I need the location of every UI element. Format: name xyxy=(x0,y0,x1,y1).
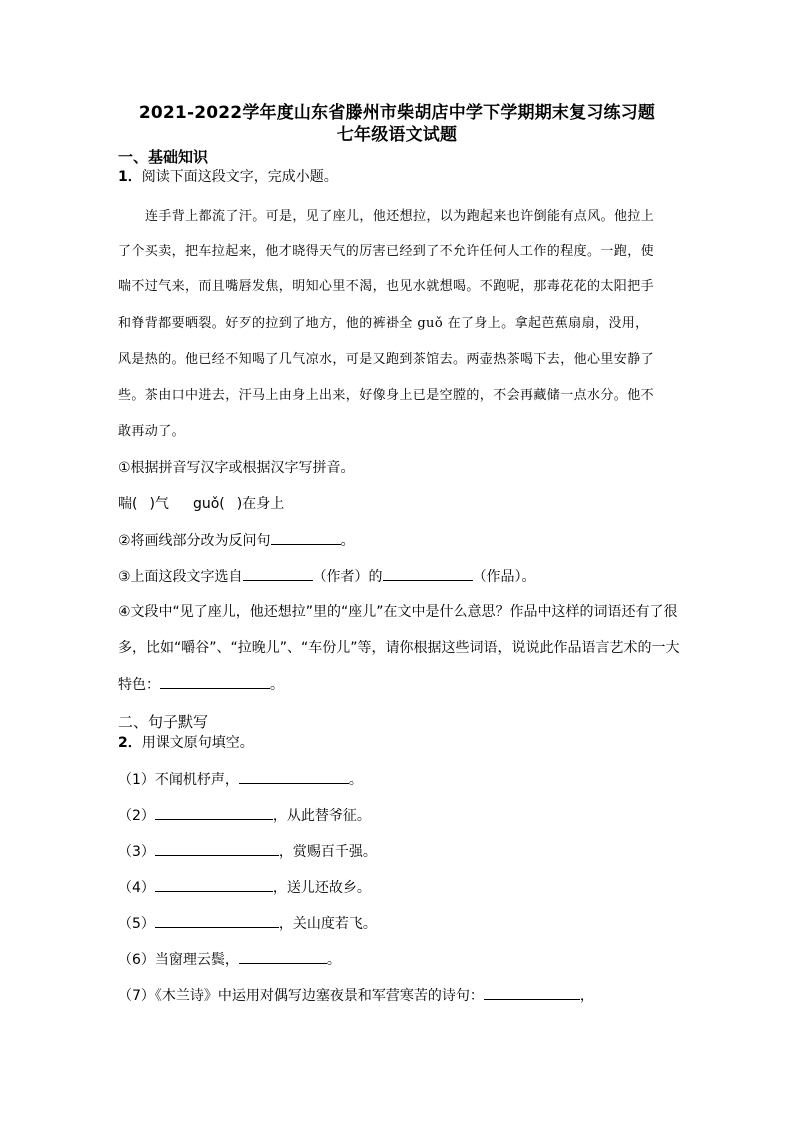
dictation-blank[interactable] xyxy=(155,840,279,856)
dictation-suffix: ，关山度若飞。 xyxy=(278,916,377,932)
dictation-prompt: （6）当窗理云鬓， xyxy=(118,952,239,968)
section-heading-basic-knowledge: 一、基础知识 xyxy=(118,148,209,166)
pinyin-item-guo-close: )在身上 xyxy=(236,496,285,512)
passage-line-1: 连手背上都流了汗。可是，见了座儿，他还想拉，以为跑起来也许倒能有点风。他拉上 xyxy=(145,209,655,224)
author-label: （作者）的 xyxy=(312,569,383,585)
dictation-item-7 xyxy=(118,984,594,1005)
dictation-prompt: （4） xyxy=(118,880,155,896)
section-heading-dictation: 二、句子默写 xyxy=(118,713,209,731)
dictation-prompt: （5） xyxy=(118,916,155,932)
pinyin-item-chuan-close: )气 xyxy=(149,496,169,512)
dictation-blank[interactable] xyxy=(484,984,580,1000)
dictation-suffix: 。 xyxy=(326,952,341,968)
question-text: 阅读下面这段文字，完成小题。 xyxy=(141,169,338,185)
dictation-blank[interactable] xyxy=(239,768,349,784)
dictation-item-4 xyxy=(118,876,371,897)
dictation-item-1 xyxy=(118,768,363,789)
feature-label: 特色： xyxy=(118,677,160,693)
sub-question-3-text: ③上面这段文字选自 xyxy=(118,569,243,585)
feature-blank[interactable] xyxy=(160,673,270,689)
author-blank[interactable] xyxy=(243,565,313,581)
dictation-item-2 xyxy=(118,804,371,825)
dictation-blank[interactable] xyxy=(155,804,273,820)
punctuation: 。 xyxy=(270,677,284,693)
sub-question-4-line-2: 多，比如“嚼谷”、“拉晚儿”、“车份儿”等，请你根据这些词语，说说此作品语言艺术的一大 xyxy=(118,640,680,656)
dictation-suffix: ，从此替爷征。 xyxy=(272,808,371,824)
dictation-suffix: ，赏赐百千强。 xyxy=(278,844,377,860)
dictation-blank[interactable] xyxy=(239,948,327,964)
question-number: 1． xyxy=(118,169,142,185)
dictation-suffix: ，送儿还故乡。 xyxy=(272,880,371,896)
dictation-prompt: （3） xyxy=(118,844,155,860)
dictation-suffix: 。 xyxy=(348,772,363,788)
dictation-blank[interactable] xyxy=(155,876,273,892)
pinyin-item-chuan-open: 喘( xyxy=(118,496,138,512)
dictation-blank[interactable] xyxy=(155,912,279,928)
sub-question-1: ①根据拼音写汉字或根据汉字写拼音。 xyxy=(118,460,355,476)
answer-blank[interactable] xyxy=(271,529,341,545)
sub-question-3 xyxy=(118,565,536,586)
passage-line-3: 喘不过气来，而且嘴唇发焦，明知心里不渴，也见水就想喝。不跑呢，那毒花花的太阳把手 xyxy=(118,279,655,294)
dictation-suffix: ， xyxy=(579,988,594,1004)
dictation-item-5 xyxy=(118,912,377,933)
dictation-prompt: （7）《木兰诗》中运用对偶写边塞夜景和军营寒苦的诗句： xyxy=(118,988,484,1004)
question-2 xyxy=(118,732,254,752)
sub-question-2 xyxy=(118,529,355,550)
passage-line-6: 些。茶由口中进去，汗马上由身上出来，好像身上已是空膛的，不会再藏储一点水分。他不 xyxy=(118,388,655,403)
work-blank[interactable] xyxy=(383,565,473,581)
pinyin-item-guo-open: guǒ( xyxy=(192,496,225,512)
sub-question-2-text: ②将画线部分改为反问句 xyxy=(118,533,271,549)
document-subtitle: 七年级语文试题 xyxy=(336,125,458,145)
passage-line-2: 了个买卖，把车拉起来，他才晓得天气的厉害已经到了不允许任何人工作的程度。一跑，使 xyxy=(118,244,655,259)
work-label: （作品）。 xyxy=(472,569,536,585)
passage-line-4: 和脊背都要晒裂。好歹的拉到了地方，他的裤褂全 guǒ 在了身上。拿起芭蕉扇扇，没用， xyxy=(118,316,649,331)
sub-question-4-line-3 xyxy=(118,673,284,694)
dictation-item-3 xyxy=(118,840,377,861)
dictation-prompt: （1）不闻机杼声， xyxy=(118,772,239,788)
passage-line-5: 风是热的。他已经不知喝了几气凉水，可是又跑到茶馆去。两壶热茶喝下去，他心里安静了 xyxy=(118,352,655,367)
question-text: 用课文原句填空。 xyxy=(141,735,254,751)
punctuation: 。 xyxy=(340,533,355,549)
passage-line-7: 敢再动了。 xyxy=(118,424,186,439)
dictation-prompt: （2） xyxy=(118,808,155,824)
document-title: 2021-2022学年度山东省滕州市柴胡店中学下学期期末复习练习题 xyxy=(138,103,656,123)
question-1 xyxy=(118,166,338,186)
pinyin-items xyxy=(118,493,284,513)
dictation-item-6 xyxy=(118,948,341,969)
sub-question-4-line-1: ④文段中“见了座儿，他还想拉”里的“座儿”在文中是什么意思？作品中这样的词语还有了很 xyxy=(118,604,678,620)
question-number: 2． xyxy=(118,735,142,751)
